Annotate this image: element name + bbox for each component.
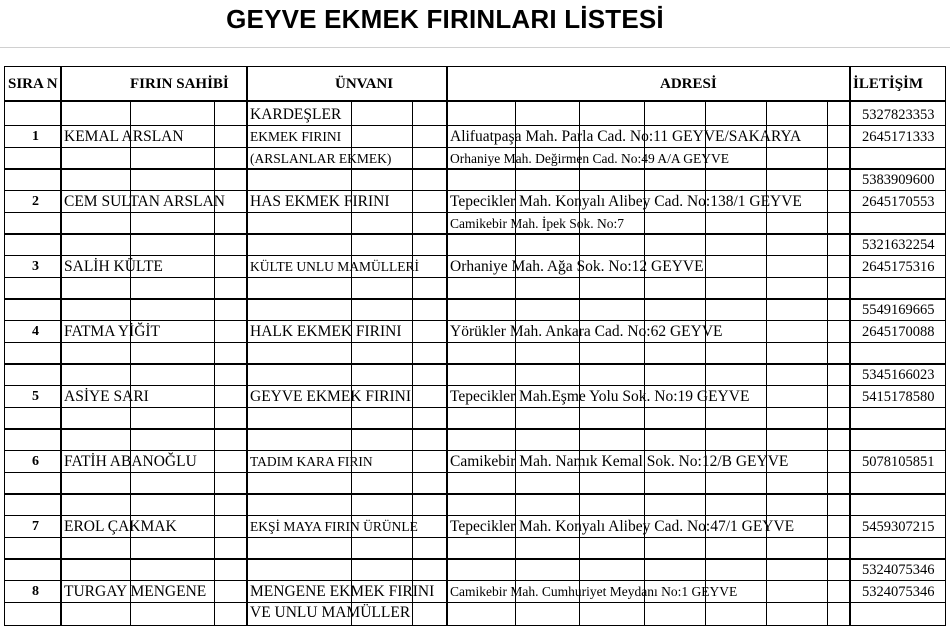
row4-no: 4 (32, 324, 39, 339)
row-line (4, 602, 946, 603)
sheet-divider (0, 47, 950, 48)
row8-title-main: MENGENE EKMEK FIRINI (250, 583, 435, 600)
row1-address: Alifuatpaşa Mah. Parla Cad. No:11 GEYVE/SAKARYA (450, 128, 802, 145)
row2-phone-main: 2645170553 (862, 194, 935, 210)
page-title: GEYVE EKMEK FIRINLARI LİSTESİ (226, 4, 664, 34)
row4-title-main: HALK EKMEK FIRINI (250, 323, 402, 340)
row-line (4, 472, 946, 473)
col-divider (849, 66, 851, 626)
row4-phone-main: 2645170088 (862, 324, 935, 340)
row7-no: 7 (32, 519, 39, 534)
row-line (4, 168, 946, 170)
row-line (4, 580, 946, 581)
row7-phone-main: 5459307215 (862, 519, 935, 535)
col-divider (446, 66, 448, 626)
row-line (4, 342, 946, 343)
row8-no: 8 (32, 584, 39, 599)
row5-phone-main: 5415178580 (862, 389, 935, 405)
row1-title-pre: KARDEŞLER (250, 106, 342, 123)
row1-phone-main: 2645171333 (862, 129, 935, 145)
row1-owner: KEMAL ARSLAN (64, 128, 184, 145)
row2-phone-pre: 5383909600 (862, 172, 935, 188)
row-line (4, 233, 946, 235)
row-line (4, 277, 946, 278)
col-divider (246, 66, 248, 626)
row6-title-main: TADIM KARA FIRIN (250, 454, 373, 469)
row-line (4, 493, 946, 495)
header-unvani: ÜNVANI (335, 76, 394, 92)
row2-title-main: HAS EKMEK FIRINI (250, 193, 390, 210)
row-line (4, 558, 946, 560)
row-line (4, 125, 946, 126)
row5-owner: ASİYE SARI (64, 388, 149, 405)
row2-owner: CEM SULTAN ARSLAN (64, 193, 225, 210)
row1-title-main: EKMEK FIRINI (250, 129, 342, 144)
row-line (4, 515, 946, 516)
row8-owner: TURGAY MENGENE (64, 583, 207, 600)
row-line (4, 407, 946, 408)
row-line (4, 147, 946, 148)
row6-phone-main: 5078105851 (862, 454, 935, 470)
row-line (4, 255, 946, 256)
row8-address: Camikebir Mah. Cumhuriyet Meydanı No:1 GEYVE (450, 584, 738, 599)
row7-address: Tepecikler Mah. Konyalı Alibey Cad. No:47/1 GEYVE (450, 518, 795, 535)
header-firin-sahibi: FIRIN SAHİBİ (130, 76, 229, 92)
row6-no: 6 (32, 454, 39, 469)
row3-title-main: KÜLTE UNLU MAMÜLLERİ (250, 259, 419, 274)
header-adresi: ADRESİ (660, 76, 717, 92)
col-divider (60, 66, 62, 626)
row8-phone-pre: 5324075346 (862, 562, 935, 578)
row3-address: Orhaniye Mah. Ağa Sok. No:12 GEYVE (450, 258, 704, 275)
row-line (4, 190, 946, 191)
row4-owner: FATMA YİĞİT (64, 323, 161, 340)
row-line (4, 385, 946, 386)
row-line (4, 537, 946, 538)
row2-address: Tepecikler Mah. Konyalı Alibey Cad. No:138/1 GEYVE (450, 193, 802, 210)
row1-phone-pre: 5327823353 (862, 107, 935, 123)
row-line (4, 363, 946, 365)
row8-title-post: VE UNLU MAMÜLLER (250, 604, 411, 621)
row-line (4, 298, 946, 300)
row-line (4, 428, 946, 430)
header-divider (4, 100, 946, 102)
row5-phone-pre: 5345166023 (862, 367, 935, 383)
row1-address-2: Orhaniye Mah. Değirmen Cad. No:49 A/A GEYVE (450, 151, 729, 166)
row3-no: 3 (32, 259, 39, 274)
row1-title-post: (ARSLANLAR EKMEK) (250, 151, 392, 166)
row1-no: 1 (32, 129, 39, 144)
row6-owner: FATİH ABANOĞLU (64, 453, 197, 470)
row-line (4, 450, 946, 451)
row4-phone-pre: 5549169665 (862, 302, 935, 318)
row3-owner: SALİH KÜLTE (64, 258, 163, 275)
row2-address-2: Camikebir Mah. İpek Sok. No:7 (450, 216, 624, 231)
row4-address: Yörükler Mah. Ankara Cad. No:62 GEYVE (450, 323, 723, 340)
header-iletisim: İLETİŞİM (853, 76, 924, 92)
header-sira: SIRA N (8, 76, 58, 92)
row5-address: Tepecikler Mah.Eşme Yolu Sok. No:19 GEYVE (450, 388, 750, 405)
row7-owner: EROL ÇAKMAK (64, 518, 177, 535)
row3-phone-main: 2645175316 (862, 259, 935, 275)
row2-no: 2 (32, 194, 39, 209)
row7-title-main: EKŞİ MAYA FIRIN ÜRÜNLE (250, 519, 418, 534)
row5-title-main: GEYVE EKMEK FIRINI (250, 388, 412, 405)
row-line (4, 320, 946, 321)
row-line (4, 212, 946, 213)
row8-phone-main: 5324075346 (862, 584, 935, 600)
row5-no: 5 (32, 389, 39, 404)
row6-address: Camikebir Mah. Namık Kemal Sok. No:12/B GEYVE (450, 453, 789, 470)
row3-phone-pre: 5321632254 (862, 237, 935, 253)
